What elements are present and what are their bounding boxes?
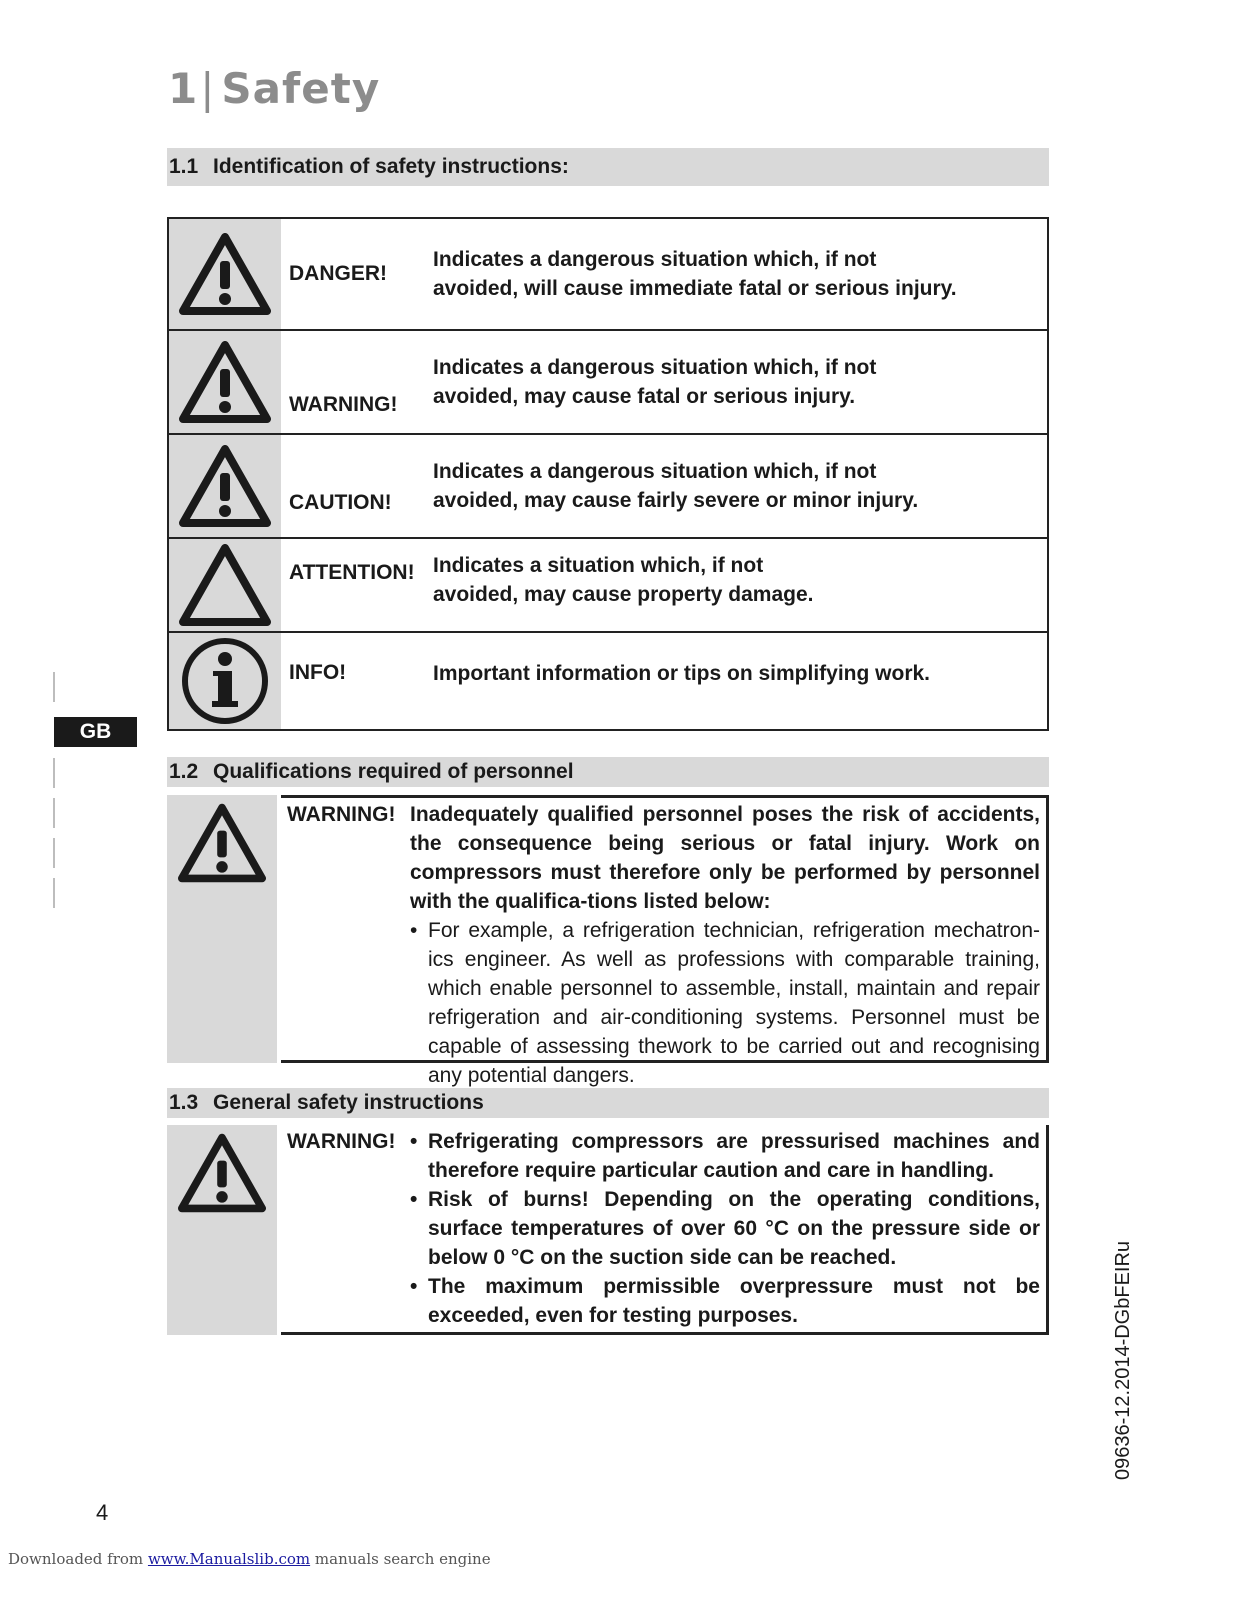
signal-row-warning	[169, 329, 1047, 433]
list-item-text: For example, a refrigeration technician, refrigeration mechatron-ics engineer. As well as professions with comparable training, which enable personnel to assemble, install, maintain and repair refrigeration and air-conditioning systems. Personnel must be capable of assessing thework to be carried out and recognising any potential dangers.	[428, 919, 1040, 1087]
bullet-symbol: •	[410, 1130, 418, 1153]
signal-row-info	[169, 631, 1047, 729]
section-number: 1.3	[169, 1091, 199, 1114]
signal-description	[433, 219, 1047, 329]
exclamation-triangle-icon	[169, 331, 281, 433]
language-tab-divider	[53, 798, 55, 828]
section-heading-1-2	[167, 757, 1049, 787]
footer-suffix: manuals search engine	[314, 1550, 491, 1568]
info-icon	[169, 633, 281, 729]
signal-label: INFO!	[289, 661, 347, 684]
signal-description	[433, 331, 1047, 433]
qualifications-warning-box	[167, 795, 1049, 1087]
bullet-symbol: •	[410, 1188, 418, 1211]
language-tab-divider	[53, 878, 55, 908]
bullet-symbol: •	[410, 919, 418, 942]
warning-text	[410, 1127, 1040, 1330]
footer-prefix: Downloaded from	[8, 1550, 144, 1568]
language-tab-divider	[53, 672, 55, 702]
warning-label: WARNING!	[287, 1130, 396, 1153]
desc-line: avoided, will cause immediate fatal or serious injury.	[433, 277, 957, 300]
empty-triangle-icon	[169, 539, 281, 631]
section-title: General safety instructions	[213, 1091, 484, 1114]
signal-label: ATTENTION!	[289, 561, 415, 584]
warning-content	[281, 795, 1049, 1087]
exclamation-triangle-icon	[169, 435, 281, 537]
title-separator: |	[200, 64, 216, 113]
exclamation-triangle-icon	[167, 1125, 277, 1335]
desc-line: Indicates a dangerous situation which, if not	[433, 248, 877, 271]
language-tab-divider	[53, 758, 55, 788]
desc-line: Important information or tips on simplifying work.	[433, 662, 931, 685]
exclamation-triangle-icon	[167, 795, 277, 1063]
section-number: 1.1	[169, 155, 199, 178]
signal-description	[433, 539, 1047, 631]
signal-row-caution	[169, 433, 1047, 537]
list-item	[410, 916, 1040, 1090]
manualslib-link[interactable]: www.Manualslib.com	[147, 1550, 311, 1568]
signal-label: DANGER!	[289, 262, 387, 285]
signal-description	[433, 633, 1047, 729]
chapter-title	[168, 64, 380, 113]
general-safety-warning-box	[167, 1125, 1049, 1335]
language-tab[interactable]: GB	[54, 717, 137, 747]
desc-line: avoided, may cause fatal or serious injury.	[433, 385, 856, 408]
list-item	[410, 1185, 1040, 1272]
signal-description	[433, 435, 1047, 537]
exclamation-triangle-icon	[169, 219, 281, 329]
warning-intro: Inadequately qualified personnel poses the risk of accidents, the consequence being serious or fatal injury. Work on compressors must therefore only be performed by personnel with the qualifica-tions listed below:	[410, 803, 1040, 913]
section-number: 1.2	[169, 760, 199, 783]
list-item	[410, 1272, 1040, 1330]
bullet-symbol: •	[410, 1275, 418, 1298]
signal-row-attention	[169, 537, 1047, 631]
section-heading-1-1	[167, 148, 1049, 186]
desc-line: Indicates a dangerous situation which, if not	[433, 356, 877, 379]
desc-line: Indicates a dangerous situation which, if not	[433, 460, 877, 483]
section-title: Identification of safety instructions:	[213, 155, 569, 178]
signal-label: CAUTION!	[289, 491, 392, 514]
list-item-text: Risk of burns! Depending on the operating conditions, surface temperatures of over 60 °C on the pressure side or below 0 °C on the suction side can be reached.	[428, 1188, 1040, 1269]
document-code: 09636-12.2014-DGbFEIRu	[1112, 1240, 1134, 1480]
page-number: 4	[96, 1500, 109, 1525]
list-item	[410, 1127, 1040, 1185]
warning-label: WARNING!	[287, 803, 396, 826]
warning-text	[410, 800, 1040, 1087]
signal-word-table	[167, 217, 1049, 731]
signal-row-danger	[169, 219, 1047, 329]
desc-line: avoided, may cause fairly severe or minor injury.	[433, 489, 919, 512]
signal-label: WARNING!	[289, 393, 398, 416]
desc-line: avoided, may cause property damage.	[433, 583, 814, 606]
chapter-title-text: Safety	[221, 64, 381, 113]
section-title: Qualifications required of personnel	[213, 760, 574, 783]
section-heading-1-3	[167, 1088, 1049, 1118]
download-footer	[8, 1550, 491, 1568]
warning-content	[281, 1125, 1049, 1335]
chapter-number: 1	[168, 64, 199, 113]
language-tab-divider	[53, 838, 55, 868]
list-item-text: The maximum permissible overpressure must not be exceeded, even for testing purposes.	[428, 1275, 1040, 1327]
desc-line: Indicates a situation which, if not	[433, 554, 764, 577]
list-item-text: Refrigerating compressors are pressurised machines and therefore require particular caution and care in handling.	[428, 1130, 1040, 1182]
